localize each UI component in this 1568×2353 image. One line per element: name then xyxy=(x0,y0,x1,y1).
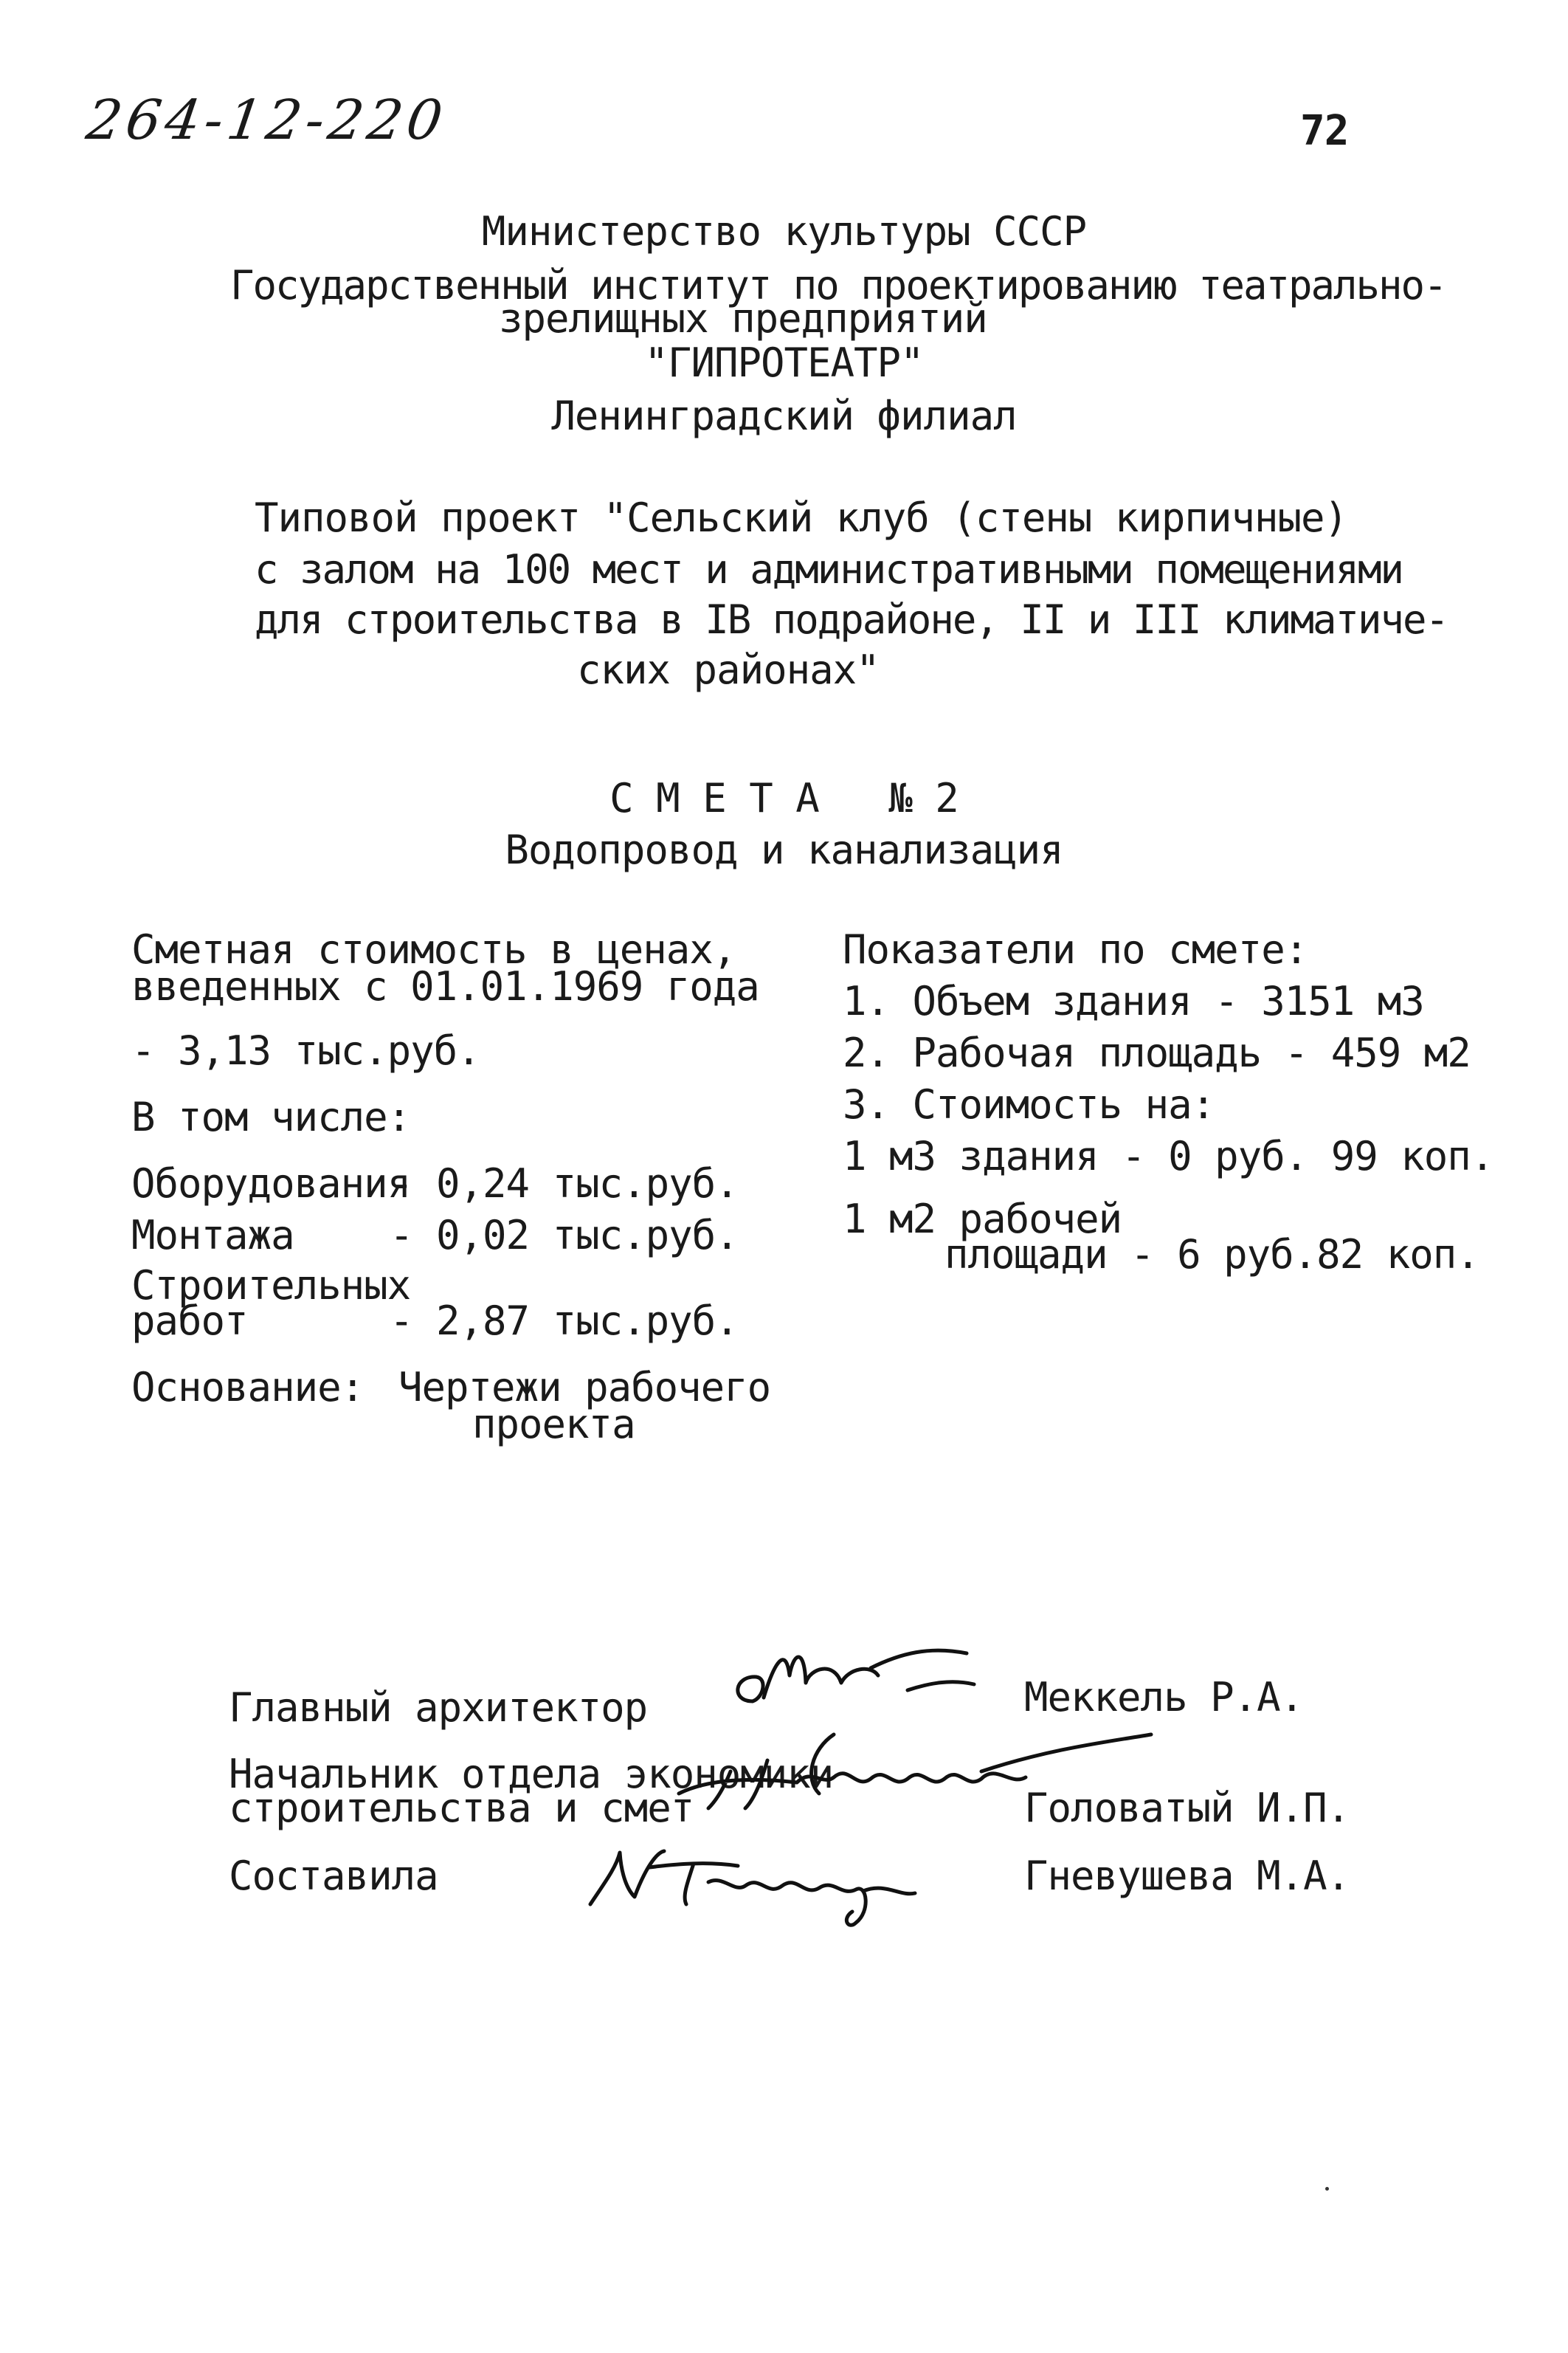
construction-label-2: работ xyxy=(131,1298,248,1344)
page-number: 72 xyxy=(1300,107,1349,155)
ministry-line: Министерство культуры СССР xyxy=(481,208,1087,255)
cost-label-line-1: Сметная стоимость в ценах, xyxy=(131,926,736,973)
chief-architect-name: Меккель Р.А. xyxy=(1024,1674,1304,1720)
document-number: 264-12-220 xyxy=(82,89,451,152)
project-title-line-1: Типовой проект "Сельский клуб (стены кирпичные) xyxy=(255,495,1348,541)
cost-total: - 3,13 тыс.руб. xyxy=(131,1027,480,1074)
basis-label: Основание: xyxy=(131,1364,365,1410)
installation-value: - 0,02 тыс.руб. xyxy=(390,1212,739,1258)
indicator-cost-per-m3: 1 м3 здания - 0 руб. 99 коп. xyxy=(843,1133,1494,1179)
indicators-title: Показатели по смете: xyxy=(843,926,1308,973)
department-head-role-2: строительства и смет xyxy=(229,1785,694,1831)
indicator-cost-label: 3. Стоимость на: xyxy=(843,1081,1215,1128)
construction-label: Строительных xyxy=(131,1262,411,1309)
compiler-signature xyxy=(576,1823,959,1934)
basis-value-line-2: проекта xyxy=(472,1401,635,1447)
project-title-line-4: ских районах" xyxy=(577,647,880,693)
estimate-title: С М Е Т А № 2 xyxy=(609,775,959,821)
institute-line-2: зрелищных предприятий xyxy=(499,295,987,342)
estimate-subtitle: Водопровод и канализация xyxy=(505,827,1063,873)
institute-short-name: "ГИПРОТЕАТР" xyxy=(644,340,924,386)
compiler-role: Составила xyxy=(229,1853,438,1899)
installation-label: Монтажа xyxy=(131,1212,294,1258)
chief-architect-role: Главный архитектор xyxy=(229,1684,648,1731)
equipment-value: - 0,24 тыс.руб. xyxy=(390,1160,739,1207)
construction-value: - 2,87 тыс.руб. xyxy=(390,1298,739,1344)
institute-line-1: Государственный институт по проектированию театрально- xyxy=(230,262,1446,309)
cost-including-label: В том числе: xyxy=(131,1094,411,1140)
department-head-role: Начальник отдела экономики xyxy=(229,1751,834,1797)
indicator-volume: 1. Объем здания - 3151 м3 xyxy=(843,978,1424,1024)
branch-name: Ленинградский филиал xyxy=(551,393,1017,439)
project-title-line-3: для строительства в IB подрайоне, II и III климатиче- xyxy=(255,596,1448,643)
indicator-area: 2. Рабочая площадь - 459 м2 xyxy=(843,1030,1471,1076)
chief-architect-signature xyxy=(723,1631,989,1727)
indicator-cost-per-m2-line-2: площади - 6 руб.82 коп. xyxy=(944,1231,1479,1278)
compiler-name: Гневушева М.А. xyxy=(1024,1853,1350,1899)
equipment-label: Оборудования xyxy=(131,1160,411,1207)
speck xyxy=(1325,2187,1329,2191)
basis-value-line-1: Чертежи рабочего xyxy=(398,1364,771,1410)
cost-label-line-2: введенных с 01.01.1969 года xyxy=(131,963,759,1010)
department-head-name: Головатый И.П. xyxy=(1024,1785,1350,1831)
project-title-line-2: с залом на 100 мест и административными помещениями xyxy=(255,546,1403,593)
department-head-signature xyxy=(664,1720,1181,1823)
indicator-cost-per-m2-line-1: 1 м2 рабочей xyxy=(843,1196,1122,1242)
